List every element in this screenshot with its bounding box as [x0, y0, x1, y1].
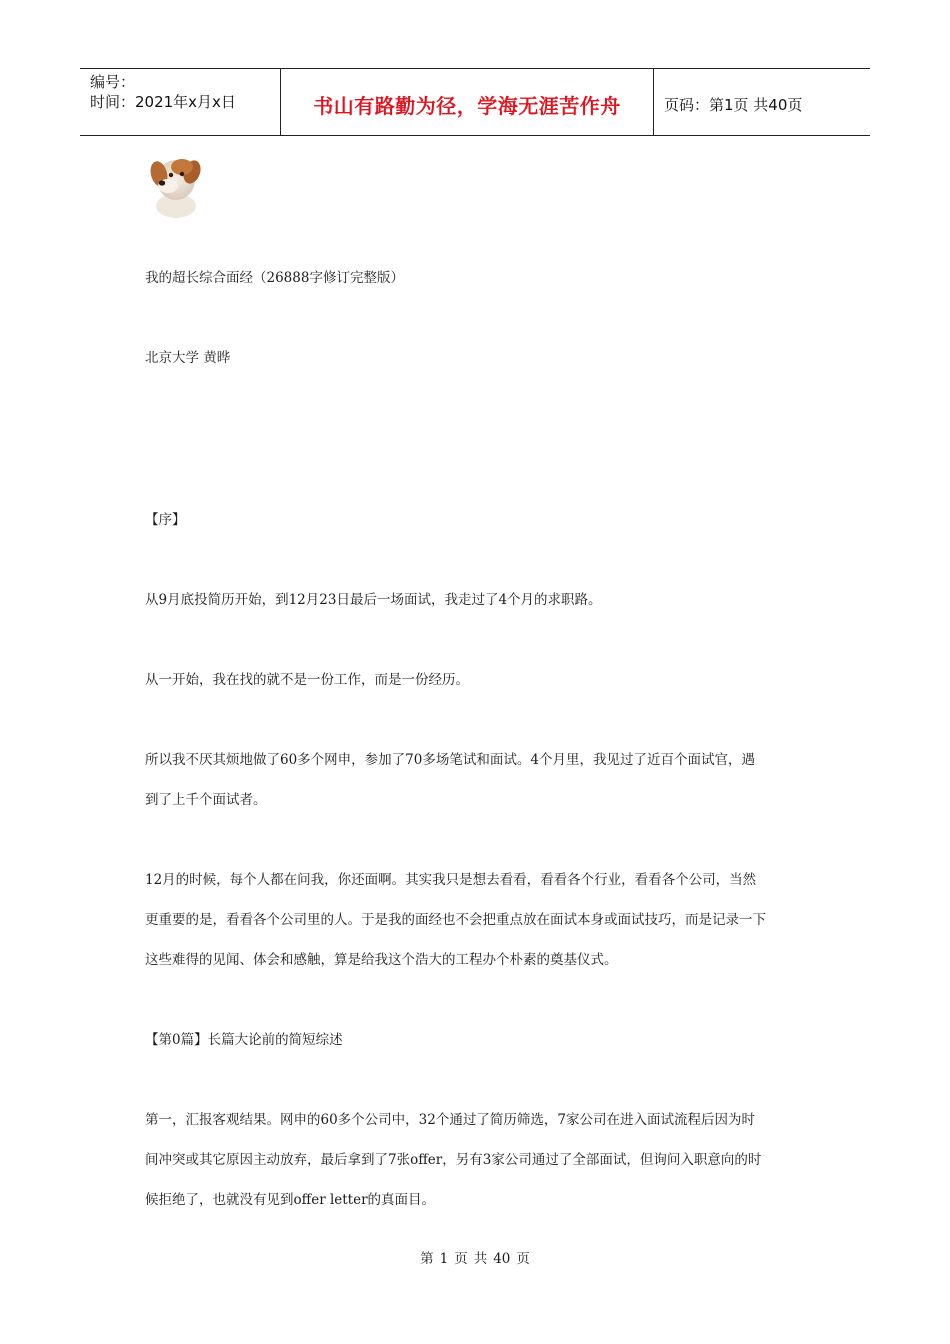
- header-page-info: 页码：第1页 共40页: [664, 95, 803, 114]
- document-number-label: 编号：: [90, 73, 136, 91]
- paragraph-1: 从9月底投简历开始，到12月23日最后一场面试，我走过了4个月的求职路。: [145, 592, 602, 608]
- paragraph-5-line-1: 第一，汇报客观结果。网申的60多个公司中，32个通过了简历筛选，7家公司在进入面试流程后因为时: [145, 1112, 755, 1128]
- header-meta-cell: [80, 69, 281, 135]
- paragraph-5-line-2: 间冲突或其它原因主动放弃，最后拿到了7张offer，另有3家公司通过了全部面试，但询问入职意向的时: [145, 1152, 762, 1168]
- paragraph-5-line-3: 候拒绝了，也就没有见到offer letter的真面目。: [145, 1192, 436, 1208]
- section-0-heading: 【第0篇】长篇大论前的简短综述: [145, 1032, 343, 1048]
- footer-word-ye-2: 页: [516, 1251, 530, 1267]
- document-date: 时间：2021年x月x日: [90, 93, 236, 111]
- page-footer: [0, 1247, 950, 1267]
- dog-photo-icon: [140, 150, 210, 218]
- document-author: 北京大学 黄晔: [145, 350, 231, 366]
- footer-word-di: 第: [420, 1251, 434, 1267]
- document-title: 我的超长综合面经（26888字修订完整版）: [145, 270, 404, 286]
- preface-heading: 【序】: [145, 512, 186, 528]
- footer-word-gong: 共: [473, 1251, 488, 1267]
- paragraph-4-line-1: 12月的时候，每个人都在问我，你还面啊。其实我只是想去看看，看看各个行业，看看各个公司，当然: [145, 872, 757, 888]
- header-motto: 书山有路勤为径，学海无涯苦作舟: [281, 69, 654, 135]
- paragraph-4-line-2: 更重要的是，看看各个公司里的人。于是我的面经也不会把重点放在面试本身或面试技巧，而是记录一下: [145, 912, 766, 928]
- paragraph-3-line-2: 到了上千个面试者。: [145, 792, 267, 808]
- footer-total-pages: 40: [493, 1251, 511, 1267]
- footer-page-number: 1: [439, 1251, 449, 1267]
- page-header: [80, 68, 870, 136]
- paragraph-2: 从一开始，我在找的就不是一份工作，而是一份经历。: [145, 672, 469, 688]
- paragraph-3-line-1: 所以我不厌其烦地做了60多个网申，参加了70多场笔试和面试。4个月里，我见过了近百个面试官，遇: [145, 752, 755, 768]
- paragraph-4-line-3: 这些难得的见闻、体会和感触，算是给我这个浩大的工程办个朴素的奠基仪式。: [145, 952, 618, 968]
- footer-word-ye: 页: [454, 1251, 468, 1267]
